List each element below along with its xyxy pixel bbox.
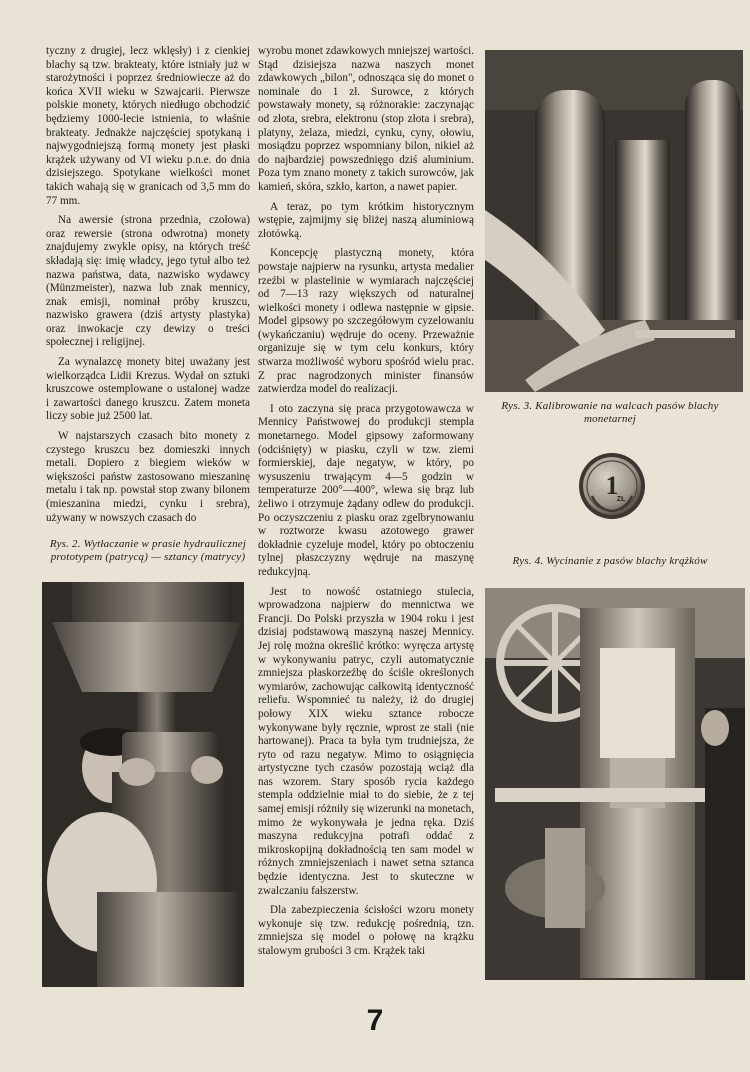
paragraph: tyczny z drugiej, lecz wklęsły) i z cienkiej blachy są tzw. brakteaty, które istniały już w starożytności i poprzez średniowiecze aż do końca XVII wieku w Szwajcarii. Pierwsze polskie monety, których niedługo obchodzić będziemy 1000-lecie istnienia, to właśnie brakteaty. Jednakże najczęściej spotykaną i najwygodniejszą formą monety jest płaski krążek używany od VI wieku p.n.e. do dnia dzisiejszego. Spotykane wielkości monet takich wahają się w granicach od 3,5 mm do 77 mm. xyxy=(46,45,250,207)
paragraph: Jest to nowość ostatniego stulecia, wprowadzona najpierw do mennictwa we Francji. Do Polski przyszła w 1904 roku i jest dzisiaj podstawową maszyną naszej Mennicy. Jej rolę można określić krótko: wyręcza artystę w wykonywaniu patryc, czyli automatycznie zmniejsza płaskorzeźbę do ściśle określonych wymiarów, zachowując całkowitą identyczność reliefu. Wspomnieć tu należy, iż do drugiej połowy XIX wieku sztance robocze wykonywane były ręcznie, wprost ze stali (nie hartowanej). Praca ta była tym trudniejsza, że ryto od razu negatyw. Mimo to osiągnięcia artystyczne tych czasów pozostają wciąż dla nas wzorem. Stary sposób rycia każdego stempla oddzielnie miał to do siebie, że z tej samej emisji różniły się wizerunki na monetach, mimo że wykonywała je jedna ręka. Dziś maszyna redukcyjna potrafi oddać z mikroskopijną dokładnością ten sam model w różnych zmniejszeniach i nawet setna sztanca będzie identyczna. Jest to skuteczne w zwalczaniu fałszerstw. xyxy=(258,585,474,897)
page-number: 7 xyxy=(366,1004,384,1037)
figure-4-photo xyxy=(485,588,745,980)
text-column-left xyxy=(46,45,250,531)
paragraph: Na awersie (strona przednia, czołowa) oraz rewersie (strona odwrotna) monety znajdujemy zwykle opisy, na których treść składają się: imię władcy, jego tytuł albo też nazwa państwa, data, nazwisko wydawcy (Münzmeister), nazwa lub znak mennicy, znak emisji, nominał próby kruszcu, nazwisko grawera (dziś artysty plastyka) oraz inwokacje czy dewizy o treści społecznej i religijnej. xyxy=(46,214,250,349)
figure-2-photo xyxy=(42,582,244,987)
paragraph: I oto zaczyna się praca przygotowawcza w Mennicy Państwowej do produkcji stempla monetarnego. Model gipsowy zaformowany (odciśnięty) w piasku, czyli w tzw. ziemi formierskiej, daje negatyw, w który, po wysuszeniu trwającym 4—5 godzin w temperaturze 200°—400°, wlewa się brąz lub żeliwo i otrzymuje żądany odlew do produkcji. Po oczyszczeniu z piasku oraz zgelbrynowaniu w roztworze kwasu azotowego grawer dokładnie cyzeluje model, który po obtoczeniu tylnej płaszczyzny wędruje na maszynę redukcyjną. xyxy=(258,402,474,578)
paragraph: W najstarszych czasach bito monety z czystego kruszcu bez domieszki innych metali. Dopiero z biegiem wieków w większości państw zastosowano mieszaninę metalu i tak np. powstał stop zwany bilonem (mieszanina miedzi, cynku i srebra), używany w nowszych czasach do xyxy=(46,430,250,524)
coin-image xyxy=(578,452,646,520)
paragraph: Za wynalazcę monety bitej uważany jest wielkorządca Lidii Krezus. Wydał on sztuki kruszcowe ostemplowane o ustalonej wadze i zawartości danego kruszcu. Zatem moneta liczy sobie już 2500 lat. xyxy=(46,356,250,423)
text-column-middle xyxy=(258,45,474,965)
figure-3-caption: Rys. 3. Kalibrowanie na walcach pasów blachy monetarnej xyxy=(501,400,719,425)
coin-value: 1 xyxy=(605,471,619,500)
figure-3-photo xyxy=(485,50,743,392)
figure-2-caption: Rys. 2. Wytłaczanie w prasie hydraulicznej prototypem (patrycą) — sztancy (matrycy) xyxy=(49,538,247,563)
figure-4-caption: Rys. 4. Wycinanie z pasów blachy krążków xyxy=(512,555,708,567)
paragraph: Koncepcję plastyczną monety, która powstaje najpierw na rysunku, artysta medalier rzeźbi w plastelinie w wymiarach najczęściej od 7—13 razy większych od naturalnej wielkości monety i odlewa następnie w gipsie. Model gipsowy po szczegółowym cyzelowaniu (wykańczaniu) wędruje do oceny. Przeważnie organizuje się w tym celu konkurs, który stwarza możliwość wyboru spośród wielu prac. Z prac nagrodzonych minister finansów zatwierdza model do realizacji. xyxy=(258,247,474,396)
paragraph: A teraz, po tym krótkim historycznym wstępie, zajmijmy się bliżej naszą aluminiową złotówką. xyxy=(258,200,474,240)
paragraph: wyrobu monet zdawkowych mniejszej wartości. Stąd dzisiejsza nazwa naszych monet zdawkowych „bilon", odnosząca się do monet o nominale do 1 zł. Surowce, z których powstawały monety, są różnorakie: zaczynając od złota, srebra, elektronu (stop złota i srebra), platyny, żelaza, miedzi, cynku, cyny, ołowiu, mosiądzu poprzez wspomniany bilon, nikiel aż do najbardziej powszednięgo dziś aluminium. Poza tym znano monety z takich surowców, jak kamień, skóra, szkło, karton, a nawet papier. xyxy=(258,45,474,193)
paragraph: Dla zabezpieczenia ścisłości wzoru monety wykonuje się tzw. redukcję pośrednią, tzn. zmniejsza się model o połowę na krążku stalowym grubości 3 cm. Krążek taki xyxy=(258,904,474,957)
coin-unit: ZŁ xyxy=(616,496,626,503)
